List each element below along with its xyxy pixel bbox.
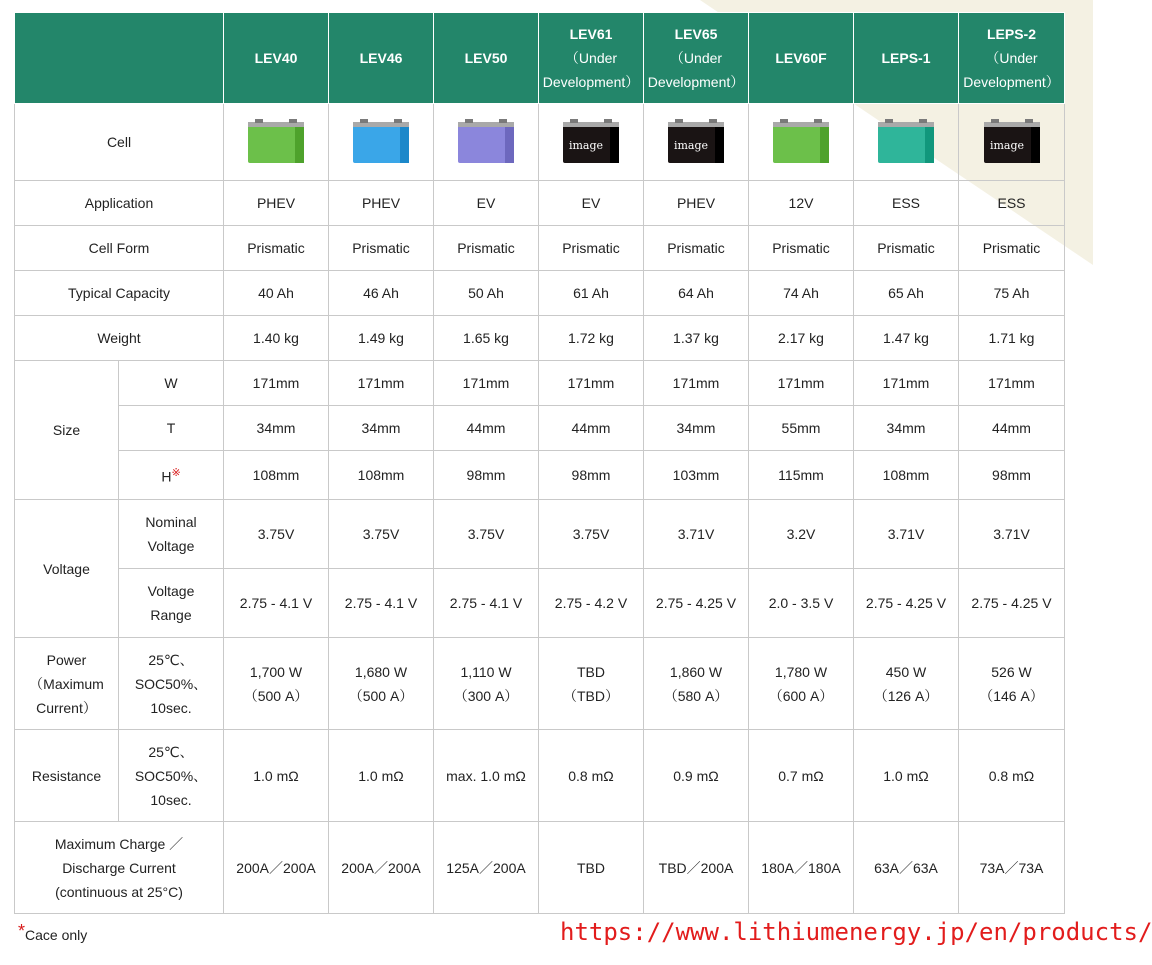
value-cell: 2.75 - 4.25 V [644,569,749,638]
header-model: LEPS-1 [854,13,959,104]
value-cell: 44mm [959,406,1065,451]
battery-terminal [255,119,263,123]
row-label: Typical Capacity [15,271,224,316]
header-model: LEV61 （Under Development） [539,13,644,104]
value-cell: 46 Ah [329,271,434,316]
battery-terminal [465,119,473,123]
value-cell: 2.75 - 4.2 V [539,569,644,638]
value-line: 1,780 W [774,663,828,680]
value-cell: 0.9 mΩ [644,730,749,822]
battery-terminal [570,119,578,123]
value-cell [644,638,749,730]
value-line: （300 A） [453,687,519,704]
battery-cell-picture [770,119,832,165]
row-label [15,638,119,730]
battery-side [820,125,829,163]
value-cell: 98mm [539,451,644,500]
value-cell: 1.0 mΩ [329,730,434,822]
sub-label: W [119,361,224,406]
battery-cell-picture [245,119,307,165]
row-application [15,181,1065,226]
value-cell: Prismatic [224,226,329,271]
footnote-text: Cace only [25,927,88,943]
sub-label-line: Nominal [145,514,197,530]
sub-label [119,451,224,500]
value-line: 450 W [885,663,927,680]
value-cell: 200A／200A [224,822,329,914]
sub-label: T [119,406,224,451]
value-cell: 64 Ah [644,271,749,316]
value-line: （580 A） [663,687,729,704]
value-line: TBD [577,663,605,680]
value-cell: 1.0 mΩ [854,730,959,822]
battery-terminal [885,119,893,123]
value-cell: 2.75 - 4.1 V [329,569,434,638]
row-voltage-range [15,569,1065,638]
value-cell: Prismatic [329,226,434,271]
battery-terminal [709,119,717,123]
row-size-h [15,451,1065,500]
cond-line: 25℃、 [148,651,194,668]
image-placeholder-label: image [989,139,1024,152]
value-cell: 171mm [224,361,329,406]
row-cell-form [15,226,1065,271]
value-cell: 2.17 kg [749,316,854,361]
sub-label-line: Voltage [147,583,195,599]
battery-cell-picture [455,119,517,165]
value-cell: 0.8 mΩ [539,730,644,822]
value-cell [539,638,644,730]
battery-terminal [814,119,822,123]
value-cell: 171mm [539,361,644,406]
header-model: LEV60F [749,13,854,104]
value-cell: Prismatic [749,226,854,271]
battery-side [925,125,934,163]
value-cell: TBD／200A [644,822,749,914]
row-weight [15,316,1065,361]
value-cell: 171mm [749,361,854,406]
value-cell: PHEV [224,181,329,226]
value-cell: Prismatic [959,226,1065,271]
row-label: Cell [15,104,224,181]
value-line: （TBD） [563,687,619,704]
row-label: Cell Form [15,226,224,271]
label-line: Power [46,651,87,668]
value-cell: 1.71 kg [959,316,1065,361]
row-cell [15,104,1065,181]
value-cell: 3.75V [329,500,434,569]
value-cell: 1.40 kg [224,316,329,361]
value-cell: EV [434,181,539,226]
battery-terminal [991,119,999,123]
value-cell: 3.71V [959,500,1065,569]
value-cell: 1.49 kg [329,316,434,361]
row-label: Resistance [15,730,119,822]
battery-terminal [604,119,612,123]
value-cell: 171mm [434,361,539,406]
label-line: Maximum Charge ／ [54,835,184,852]
sub-label [119,500,224,569]
battery-side [715,125,724,163]
value-cell: 75 Ah [959,271,1065,316]
value-cell: 3.75V [224,500,329,569]
value-cell [434,638,539,730]
value-cell: 1.0 mΩ [224,730,329,822]
row-label: Application [15,181,224,226]
battery-terminal [919,119,927,123]
battery-cell-picture [981,119,1043,165]
cond-line: 10sec. [150,791,192,808]
sub-label-line: Voltage [147,538,195,554]
value-cell: 1.65 kg [434,316,539,361]
header-row [15,13,1065,104]
value-cell: 171mm [329,361,434,406]
value-cell: 34mm [224,406,329,451]
value-line: 1,700 W [249,663,303,680]
battery-terminal [780,119,788,123]
value-cell: Prismatic [644,226,749,271]
footnote-star: * [18,921,26,941]
battery-side [400,125,409,163]
battery-side [505,125,514,163]
value-cell: max. 1.0 mΩ [434,730,539,822]
row-label: Voltage [15,500,119,638]
header-corner [15,13,224,104]
label-line: (continuous at 25°C) [55,883,183,900]
value-cell: 108mm [854,451,959,500]
cond-line: 10sec. [150,699,192,716]
value-cell [749,638,854,730]
value-line: （500 A） [243,687,309,704]
value-cell: 0.7 mΩ [749,730,854,822]
battery-cell-picture [560,119,622,165]
value-cell [854,638,959,730]
value-cell: Prismatic [854,226,959,271]
value-cell: 12V [749,181,854,226]
cond-line: SOC50%、 [134,675,208,692]
value-cell: 40 Ah [224,271,329,316]
image-placeholder-label: image [673,139,709,152]
value-cell: 0.8 mΩ [959,730,1065,822]
label-line: Discharge Current [62,859,176,876]
value-cell: PHEV [329,181,434,226]
value-cell: 115mm [749,451,854,500]
value-cell: 125A／200A [434,822,539,914]
value-cell: ESS [959,181,1065,226]
value-cell: 171mm [644,361,749,406]
value-cell: 2.75 - 4.1 V [224,569,329,638]
value-line: （500 A） [348,687,414,704]
value-cell: 3.71V [644,500,749,569]
value-cell: TBD [539,822,644,914]
cell-image [539,104,644,181]
value-cell: 34mm [329,406,434,451]
header-model: LEV40 [224,13,329,104]
header-model: LEV50 [434,13,539,104]
value-cell: 108mm [224,451,329,500]
value-cell: 108mm [329,451,434,500]
cell-image [434,104,539,181]
value-cell: 2.0 - 3.5 V [749,569,854,638]
value-line: （600 A） [768,687,834,704]
battery-cell-picture [665,119,727,165]
row-label [15,822,224,914]
source-url[interactable]: https://www.lithiumenergy.jp/en/products/ [560,918,1152,946]
row-label: Weight [15,316,224,361]
row-charge-current [15,822,1065,914]
value-cell: 1.72 kg [539,316,644,361]
h-label: H [161,468,172,485]
cell-image [329,104,434,181]
header-model: LEV46 [329,13,434,104]
value-line: 526 W [991,663,1032,680]
value-cell: 3.75V [539,500,644,569]
cond-line: 25℃、 [148,743,194,760]
value-cell: 65 Ah [854,271,959,316]
value-cell: 103mm [644,451,749,500]
cell-image [749,104,854,181]
value-cell: EV [539,181,644,226]
label-line: Current） [36,699,97,716]
value-line: （126 A） [873,687,939,704]
footnote [18,921,88,945]
value-cell: 61 Ah [539,271,644,316]
battery-side [1031,125,1040,163]
sub-label [119,638,224,730]
value-cell [224,638,329,730]
battery-terminal [289,119,297,123]
footnote-mark: ※ [171,467,181,480]
value-cell: 3.71V [854,500,959,569]
value-cell: Prismatic [539,226,644,271]
cell-image [644,104,749,181]
value-cell: 171mm [959,361,1065,406]
value-cell: 55mm [749,406,854,451]
value-cell: 73A／73A [959,822,1065,914]
battery-terminal [675,119,683,123]
battery-side [610,125,619,163]
sub-label [119,730,224,822]
row-label: Size [15,361,119,500]
battery-terminal [1025,119,1033,123]
battery-cell-picture [350,119,412,165]
value-cell: 34mm [644,406,749,451]
header-model: LEV65 （Under Development） [644,13,749,104]
battery-terminal [499,119,507,123]
image-placeholder-label: image [568,139,604,152]
value-cell: 2.75 - 4.25 V [854,569,959,638]
value-cell: 180A／180A [749,822,854,914]
value-cell [329,638,434,730]
battery-terminal [360,119,368,123]
cell-image [854,104,959,181]
value-cell: 1.37 kg [644,316,749,361]
row-capacity [15,271,1065,316]
value-cell [959,638,1065,730]
value-cell: 74 Ah [749,271,854,316]
value-cell: 98mm [959,451,1065,500]
value-cell: 200A／200A [329,822,434,914]
value-cell: 1.47 kg [854,316,959,361]
battery-terminal [394,119,402,123]
row-voltage-nominal [15,500,1065,569]
row-power [15,638,1065,730]
header-model: LEPS-2 （Under Development） [959,13,1065,104]
value-cell: 34mm [854,406,959,451]
value-line: （146 A） [979,687,1044,704]
value-cell: 2.75 - 4.1 V [434,569,539,638]
row-size-w [15,361,1065,406]
sub-label [119,569,224,638]
value-cell: ESS [854,181,959,226]
value-cell: 3.2V [749,500,854,569]
battery-cell-picture [875,119,937,165]
value-cell: 44mm [434,406,539,451]
value-line: 1,110 W [460,663,512,680]
value-cell: 50 Ah [434,271,539,316]
value-cell: 3.75V [434,500,539,569]
value-line: 1,680 W [354,663,408,680]
label-line: （Maximum [29,675,104,692]
value-line: 1,860 W [669,663,723,680]
value-cell: 44mm [539,406,644,451]
sub-label-line: Range [150,607,192,623]
value-cell: Prismatic [434,226,539,271]
value-cell: 171mm [854,361,959,406]
battery-side [295,125,304,163]
row-resistance [15,730,1065,822]
cond-line: SOC50%、 [134,767,208,784]
value-cell: 98mm [434,451,539,500]
value-cell: PHEV [644,181,749,226]
cell-image [959,104,1065,181]
cell-image [224,104,329,181]
value-cell: 63A／63A [854,822,959,914]
row-size-t [15,406,1065,451]
spec-table [14,12,1065,914]
value-cell: 2.75 - 4.25 V [959,569,1065,638]
